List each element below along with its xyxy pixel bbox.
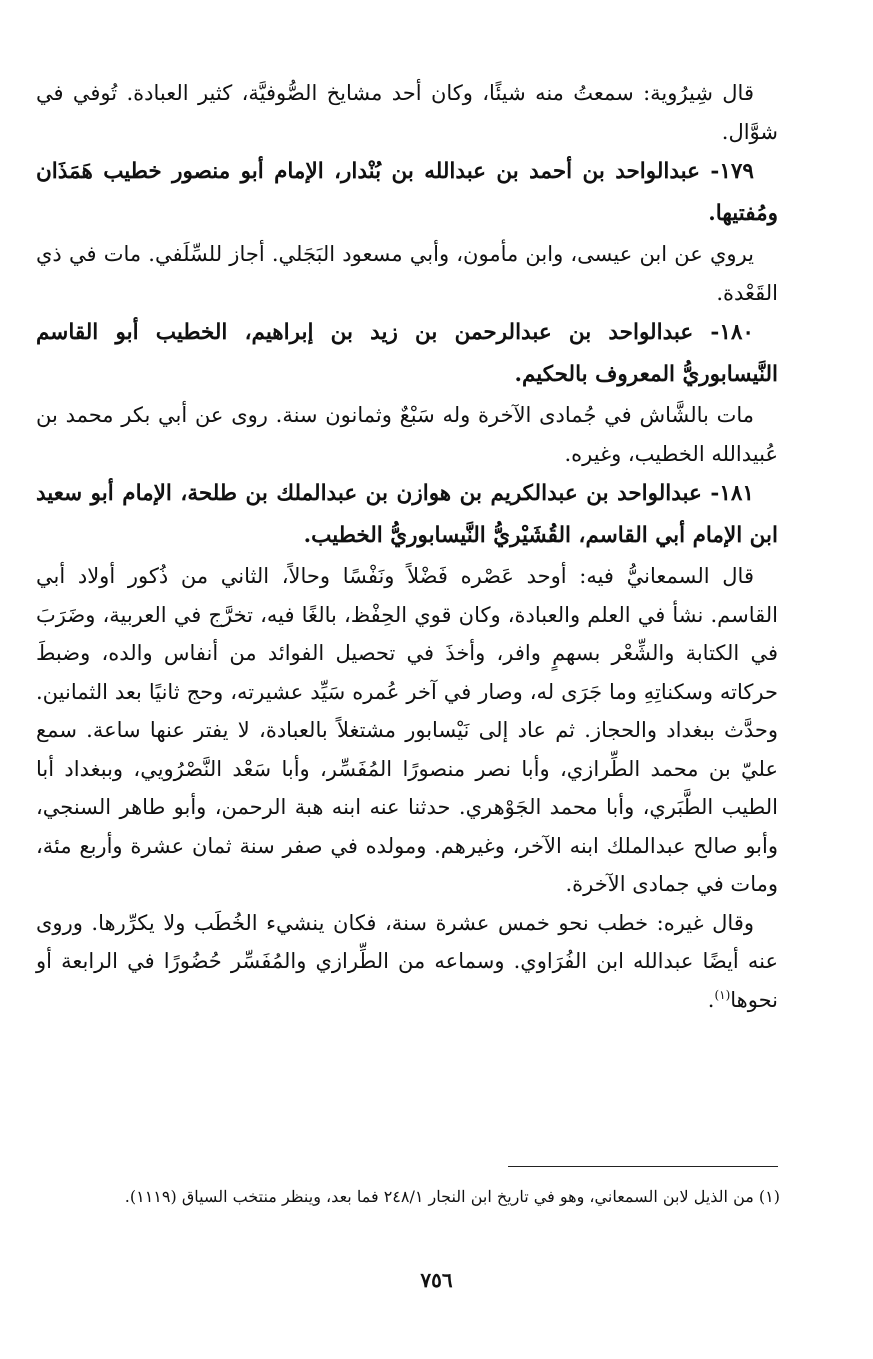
footnote-marker: (١) (714, 987, 731, 1002)
entry-heading-181 (36, 473, 778, 557)
entry-number: ١٨٠- (710, 320, 754, 345)
page-number: ٧٥٦ (420, 1268, 453, 1292)
paragraph-entry-179: يروي عن ابن عيسى، وابن مأمون، وأبي مسعود البَجَلي. أجاز للسِّلَفي. مات في ذي القَعْدة. (36, 242, 778, 305)
paragraph-other-source: وقال غيره: خطب نحو خمس عشرة سنة، فكان ينشيء الخُطَب ولا يكرِّرها. وروى عنه أيضًا عبدالله ابن الفُرَاوي. وسماعه من الطِّرازي والمُفَسِّر حُضُورًا في الرابعة أو نحوها$^{(١)}$. (36, 910, 778, 1012)
entry-heading-179 (36, 151, 778, 235)
paragraph-text: وقال غيره: خطب نحو خمس عشرة سنة، فكان ينشيء الخُطَب ولا يكرِّرها. وروى عنه أيضًا عبدالله ابن الفُرَاوي. وسماعه من الطِّرازي والمُفَسِّر حُضُورًا في الرابعة أو نحوها (36, 910, 778, 1012)
footnote-1: (١) من الذيل لابن السمعاني، وهو في تاريخ ابن النجار ٢٤٨/١ فما بعد، وينظر منتخب السياق (١١١٩). (124, 1187, 780, 1206)
paragraph-entry-180: مات بالشَّاش في جُمادى الآخرة وله سَبْعٌ وثمانون سنة. روى عن أبي بكر محمد بن عُبيدالله الخطيب، وغيره. (36, 403, 778, 466)
entry-number: ١٨١- (710, 481, 754, 506)
page-body (36, 74, 778, 1019)
entry-title: عبدالواحد بن أحمد بن عبدالله بن بُنْدار، الإمام أبو منصور خطيب هَمَذَان ومُفتيها. (36, 159, 778, 226)
footnotes (36, 1184, 780, 1210)
entry-heading-180 (36, 312, 778, 396)
entry-number: ١٧٩- (710, 159, 754, 184)
footnote-divider (508, 1166, 778, 1167)
entry-title: عبدالواحد بن عبدالرحمن بن زيد بن إبراهيم، الخطيب أبو القاسم النَّيسابوريُّ المعروف بالحكيم. (36, 320, 778, 387)
paragraph-samani: قال السمعانيُّ فيه: أوحد عَصْره فَضْلاً ونَفْسًا وحالاً، الثاني من ذُكور أولاد أبي القاسم. نشأ في العلم والعبادة، وكان قوي الحِفْظ، بالغًا فيه، تخرَّج في العربية، وضَرَبَ في الكتابة والشِّعْر بسهمٍ وافر، وأخذَ في تحصيل الفوائد من أنفاس والده، وضبطَ حركاته وسكناتِهِ وما جَرَى له، وصار في آخر عُمره سَيِّد عشيرته، وحج ثانيًا بعد الثمانين. وحدَّث ببغداد والحجاز. ثم عاد إلى نَيْسابور مشتغلاً بالعبادة، لا يفتر عنها ساعة. سمع عليّ بن محمد الطِّرازي، وأبا نصر منصورًا المُفَسِّر، وأبا سَعْد النَّصْرُويي، وببغداد أبا الطيب الطَّبَري، وأبا محمد الجَوْهري. حدثنا عنه ابنه هبة الرحمن، وأبو طاهر السنجي، وأبو صالح عبدالملك ابنه الآخر، وغيرهم. ومولده في صفر سنة ثمان عشرة وأربع مئة، ومات في جمادى الآخرة. (36, 564, 778, 896)
entry-title: عبدالواحد بن عبدالكريم بن هوازن بن عبدالملك بن طلحة، الإمام أبو سعيد ابن الإمام أبي القاسم، القُشَيْريُّ النَّيسابوريُّ الخطيب. (36, 481, 778, 548)
paragraph-shiruya: قال شِيرُوية: سمعتُ منه شيئًا، وكان أحد مشايخ الصُّوفيَّة، كثير العبادة. تُوفي في شوَّال. (36, 81, 778, 144)
